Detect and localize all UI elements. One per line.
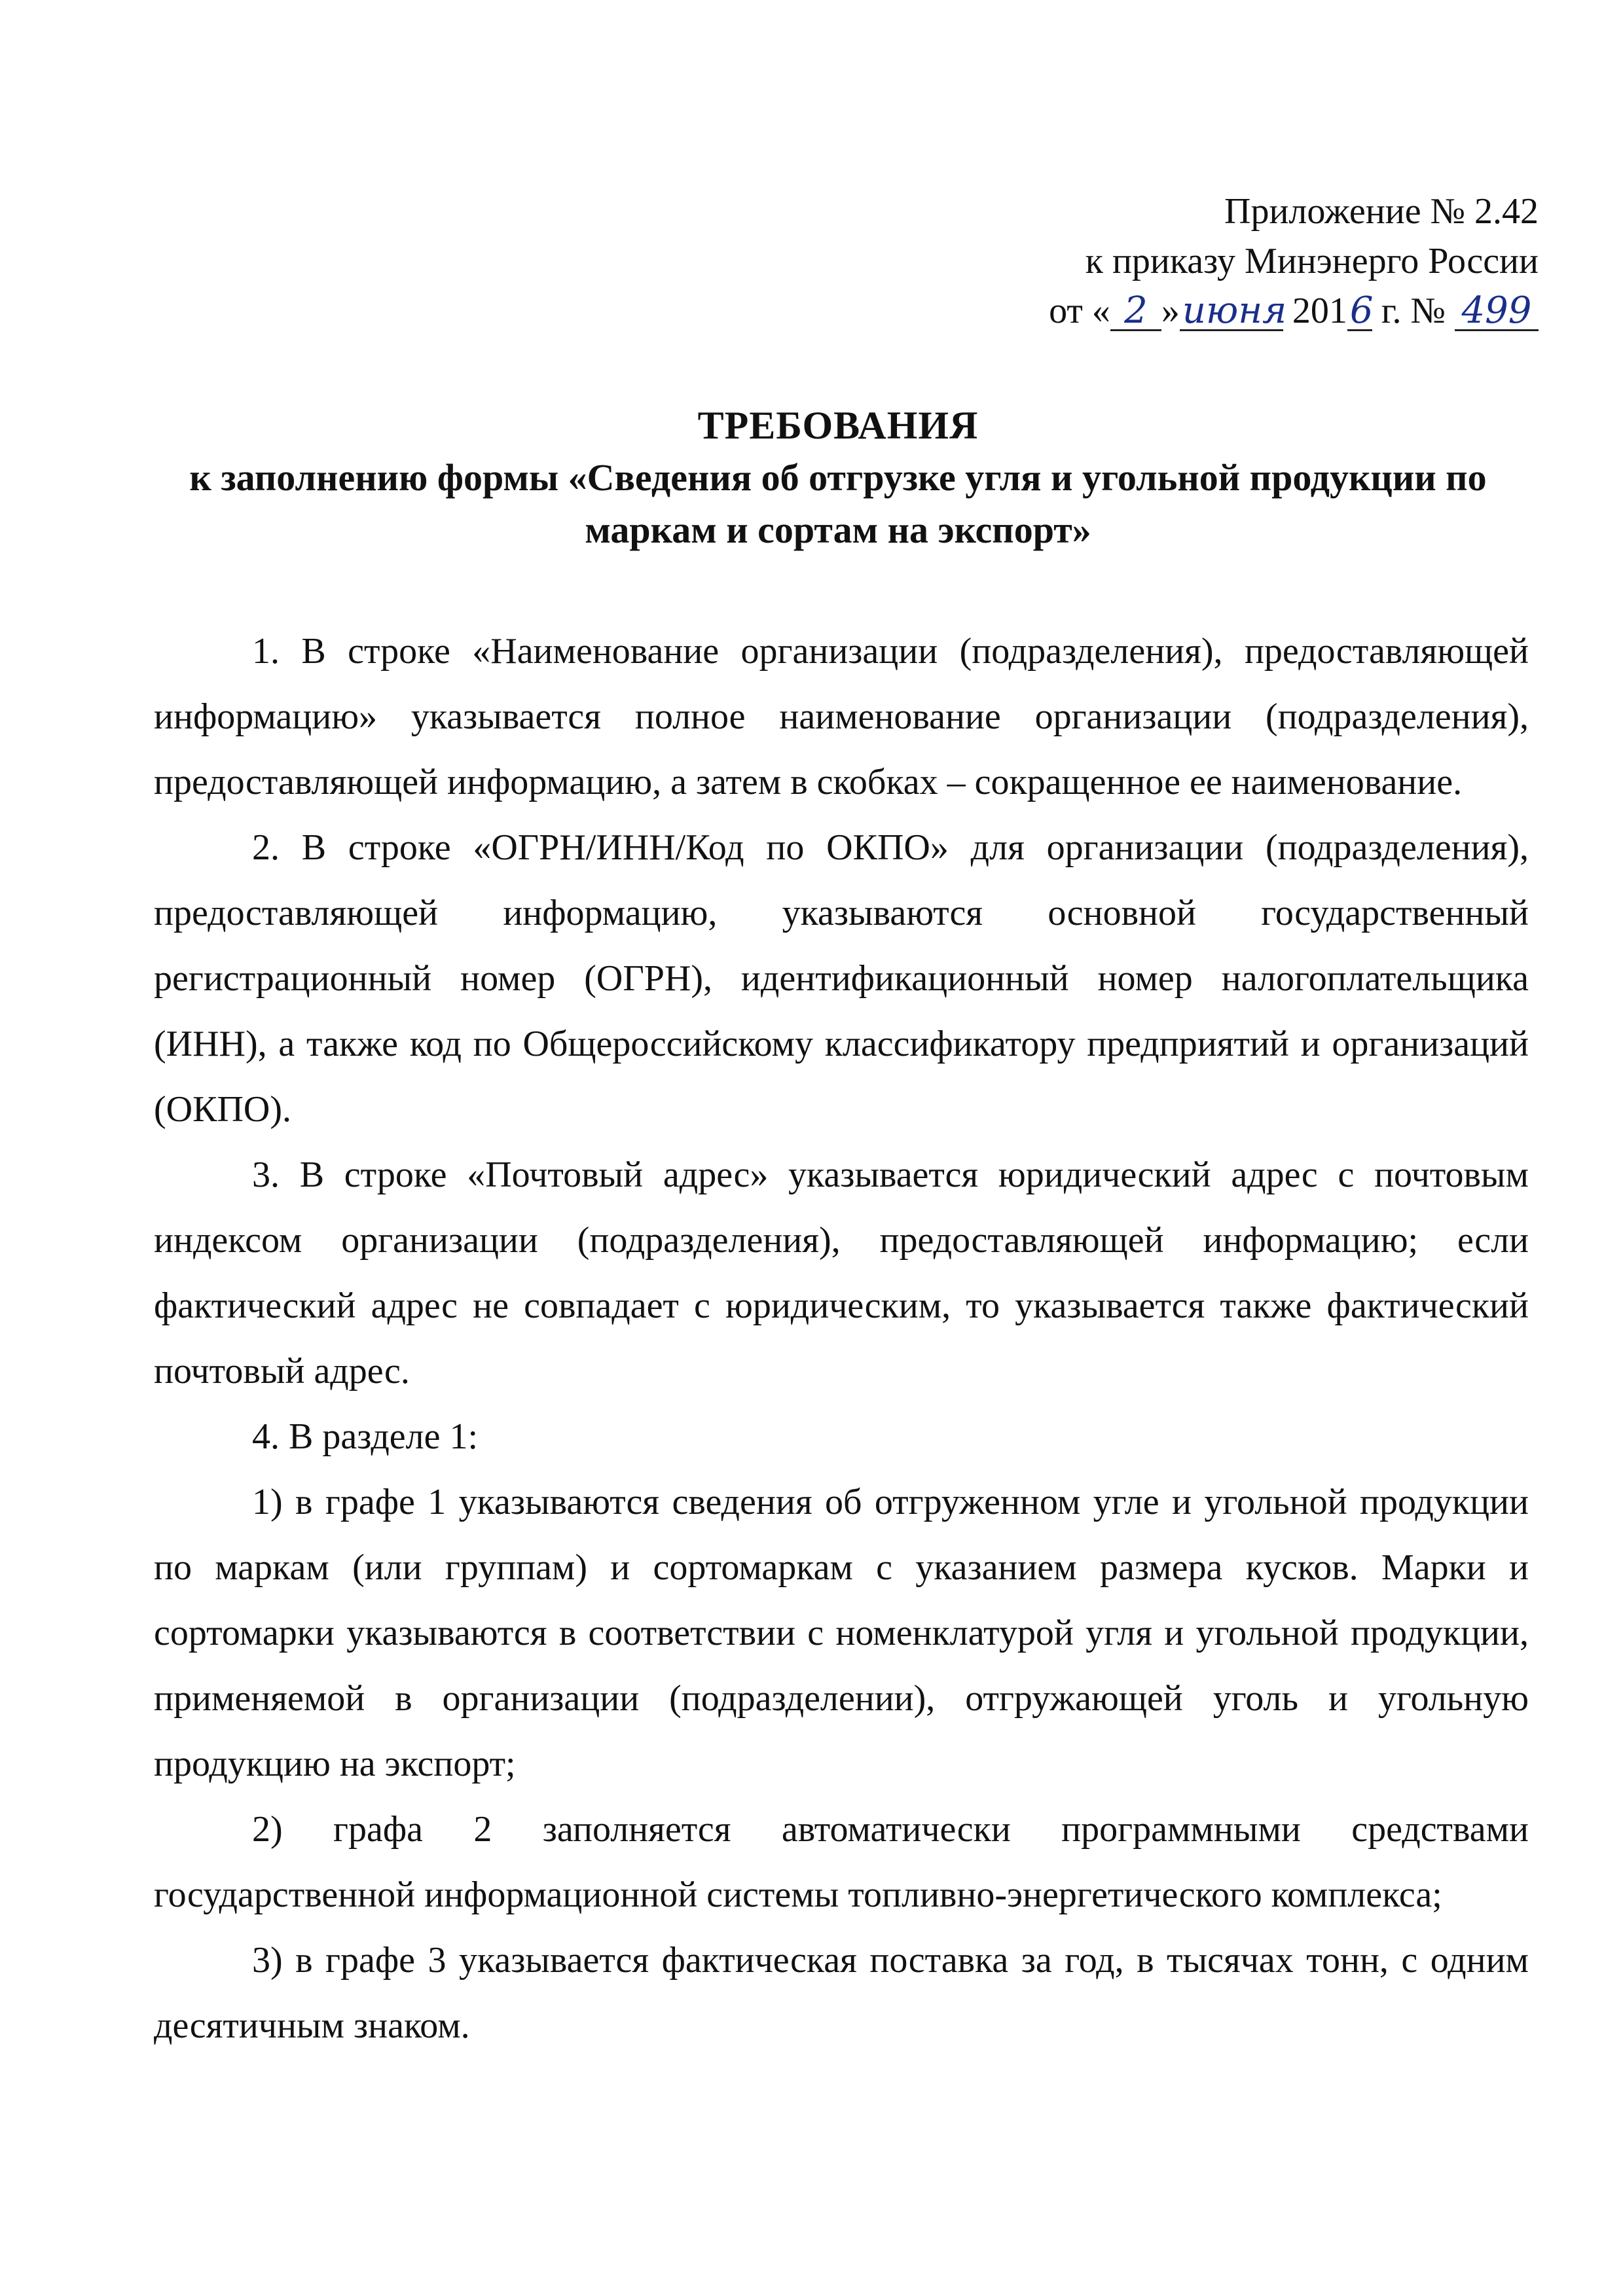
year-prefix: 201 bbox=[1292, 291, 1347, 331]
paragraph-1: 1. В строке «Наименование организации (подразделения), предоставляющей информацию» указывается полное наименование организации (подразделения), предоставляющей информацию, а затем в скобках – сокращенное ее наименование. bbox=[154, 631, 1529, 802]
paragraph-4-item-3: 3) в графе 3 указывается фактическая поставка за год, в тысячах тонн, с одним десятичным знаком. bbox=[154, 1940, 1529, 2046]
handwritten-order-number: 499 bbox=[1455, 293, 1539, 331]
date-mid: » bbox=[1161, 291, 1180, 331]
appendix-number: Приложение № 2.42 bbox=[1224, 191, 1539, 232]
document-title bbox=[144, 399, 1532, 556]
paragraph-4-item-1: 1) в графе 1 указываются сведения об отгруженном угле и угольной продукции по маркам (или группам) и сортомаркам с указанием размера кусков. Марки и сортомарки указываются в соответствии с номенклатурой угля и угольной продукции, применяемой в организации (подразделении), отгружающей уголь и угольную продукцию на экспорт; bbox=[154, 1482, 1529, 1784]
year-postfix: г. № bbox=[1372, 291, 1446, 331]
document-body bbox=[154, 619, 1529, 2058]
paragraph-3: 3. В строке «Почтовый адрес» указывается юридический адрес с почтовым индексом организации (подразделения), предоставляющей информацию; если фактический адрес не совпадает с юридическим, то указывается также фактический почтовый адрес. bbox=[154, 1155, 1529, 1391]
order-reference: к приказу Минэнерго России bbox=[1085, 241, 1539, 281]
handwritten-month: июня bbox=[1180, 293, 1283, 331]
date-prefix: от « bbox=[1049, 291, 1110, 331]
title-subtitle-line-2: маркам и сортам на экспорт» bbox=[585, 509, 1091, 551]
title-heading: ТРЕБОВАНИЯ bbox=[697, 404, 979, 447]
appendix-reference bbox=[982, 187, 1539, 336]
handwritten-year-digit: 6 bbox=[1347, 293, 1372, 331]
paragraph-4-item-2: 2) графа 2 заполняется автоматически программными средствами государственной информационной системы топливно-энергетического комплекса; bbox=[154, 1809, 1529, 1915]
paragraph-4: 4. В разделе 1: bbox=[252, 1416, 479, 1457]
handwritten-day: 2 bbox=[1110, 293, 1161, 331]
order-date-line bbox=[982, 286, 1539, 336]
paragraph-2: 2. В строке «ОГРН/ИНН/Код по ОКПО» для организации (подразделения), предоставляющей информацию, указываются основной государственный регистрационный номер (ОГРН), идентификационный номер налогоплательщика (ИНН), а также код по Общероссийскому классификатору предприятий и организаций (ОКПО). bbox=[154, 827, 1529, 1130]
title-subtitle-line-1: к заполнению формы «Сведения об отгрузке угля и угольной продукции по bbox=[189, 456, 1487, 499]
